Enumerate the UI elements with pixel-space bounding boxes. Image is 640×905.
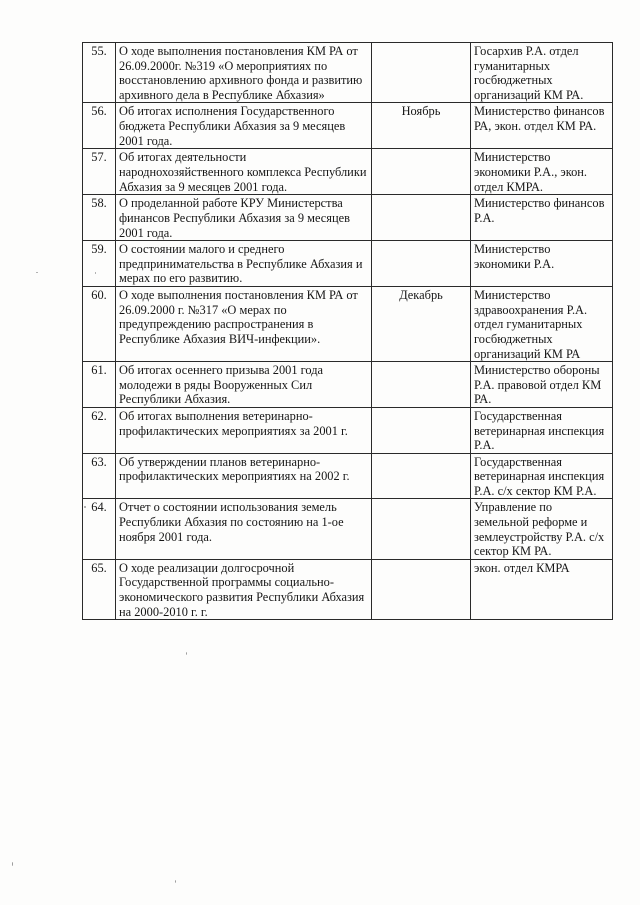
table-row — [83, 43, 613, 103]
row-responsible: Министерство экономики Р.А., экон. отдел КМРА. — [471, 149, 613, 195]
row-term: Ноябрь — [372, 103, 471, 149]
row-responsible: Министерство обороны Р.А. правовой отдел КМ РА. — [471, 362, 613, 408]
table-row — [83, 453, 613, 499]
table-row — [83, 287, 613, 362]
row-topic: Об утверждении планов ветеринарно-профилактических мероприятиях на 2002 г. — [116, 453, 372, 499]
row-topic: Об итогах исполнения Государственного бюджета Республики Абхазия за 9 месяцев 2001 года. — [116, 103, 372, 149]
row-term — [372, 195, 471, 241]
row-term — [372, 499, 471, 559]
row-topic: Отчет о состоянии использования земель Республики Абхазия по состоянию на 1-ое ноября 2001 года. — [116, 499, 372, 559]
table-row — [83, 195, 613, 241]
row-responsible: Министерство финансов РА, экон. отдел КМ РА. — [471, 103, 613, 149]
scan-speck — [186, 652, 187, 655]
row-topic: Об итогах деятельности народнохозяйственного комплекса Республики Абхазия за 9 месяцев 2001 года. — [116, 149, 372, 195]
row-number: 63. — [83, 453, 116, 499]
table-row — [83, 499, 613, 559]
row-term — [372, 559, 471, 619]
row-responsible: Министерство экономики Р.А. — [471, 241, 613, 287]
scan-speck — [12, 862, 13, 866]
row-number: 65. — [83, 559, 116, 619]
row-term: Декабрь — [372, 287, 471, 362]
row-topic: О ходе выполнения постановления КМ РА от 26.09.2000г. №319 «О мероприятиях по восстановлению архивного фонда и развитию архивного дела в Республике Абхазия» — [116, 43, 372, 103]
table-row — [83, 362, 613, 408]
row-responsible: Госархив Р.А. отдел гуманитарных госбюджетных организаций КМ РА. — [471, 43, 613, 103]
table-row — [83, 103, 613, 149]
table-row — [83, 241, 613, 287]
row-topic: О проделанной работе КРУ Министерства финансов Республики Абхазия за 9 месяцев 2001 года. — [116, 195, 372, 241]
row-term — [372, 407, 471, 453]
row-number: 59. — [83, 241, 116, 287]
row-topic: Об итогах выполнения ветеринарно-профилактических мероприятиях за 2001 г. — [116, 407, 372, 453]
row-term — [372, 241, 471, 287]
row-number: 61. — [83, 362, 116, 408]
row-responsible: Государственная ветеринарная инспекция Р.А. — [471, 407, 613, 453]
scan-speck — [84, 506, 86, 508]
table-row — [83, 149, 613, 195]
row-topic: О ходе выполнения постановления КМ РА от 26.09.2000 г. №317 «О мерах по предупреждению распространения в Республике Абхазия ВИЧ-инфекции». — [116, 287, 372, 362]
row-responsible: Государственная ветеринарная инспекция Р.А. с/х сектор КМ Р.А. — [471, 453, 613, 499]
row-topic: Об итогах осеннего призыва 2001 года молодежи в ряды Вооруженных Сил Республики Абхазия. — [116, 362, 372, 408]
row-responsible: Управление по земельной реформе и землеустройству Р.А. с/х сектор КМ РА. — [471, 499, 613, 559]
table-row — [83, 559, 613, 619]
row-topic: О ходе реализации долгосрочной Государственной программы социально-экономического развития Республики Абхазия на 2000-2010 г. г. — [116, 559, 372, 619]
row-term — [372, 43, 471, 103]
row-number: 56. — [83, 103, 116, 149]
scan-speck — [95, 272, 96, 274]
row-number: 60. — [83, 287, 116, 362]
row-number: 55. — [83, 43, 116, 103]
row-topic: О состоянии малого и среднего предпринимательства в Республике Абхазия и мерах по его развитию. — [116, 241, 372, 287]
row-term — [372, 453, 471, 499]
scan-speck — [175, 880, 176, 883]
row-number: 62. — [83, 407, 116, 453]
row-responsible: Министерство финансов Р.А. — [471, 195, 613, 241]
table-row — [83, 407, 613, 453]
row-number: 58. — [83, 195, 116, 241]
plan-table — [82, 42, 613, 620]
row-responsible: экон. отдел КМРА — [471, 559, 613, 619]
row-term — [372, 149, 471, 195]
scan-speck — [36, 272, 38, 273]
row-number: 57. — [83, 149, 116, 195]
row-number: 64. — [83, 499, 116, 559]
row-responsible: Министерство здравоохранения Р.А. отдел гуманитарных госбюджетных организаций КМ РА — [471, 287, 613, 362]
row-term — [372, 362, 471, 408]
